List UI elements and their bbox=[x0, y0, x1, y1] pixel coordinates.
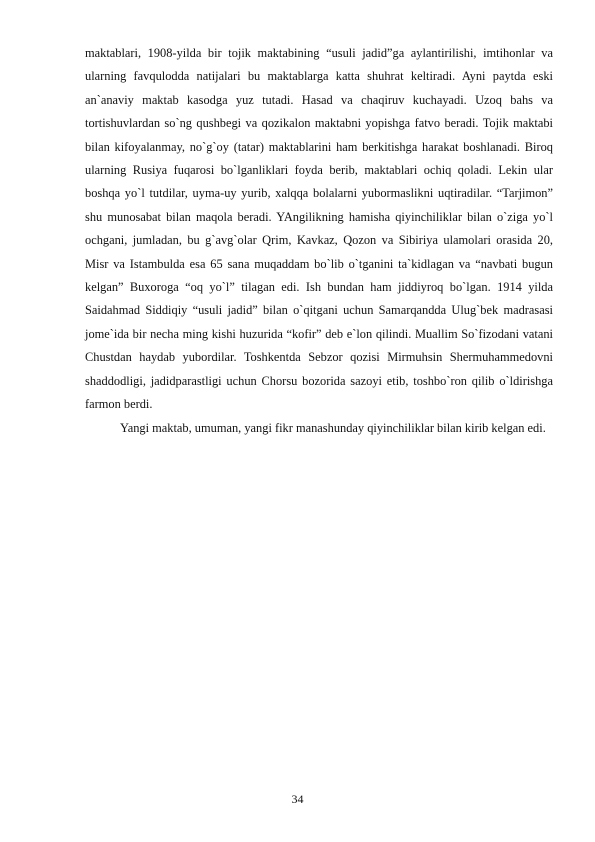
paragraph-1: maktablari, 1908-yilda bir tojik maktabining “usuli jadid”ga aylantirilishi, imtihonlar va ularning favqulodda natijalari bu maktablarga katta shuhrat keltiradi. Ayni paytda eski an`anaviy maktab kasodga yuz tutadi. Hasad va chaqiruv kuchayadi. Uzoq bahs va tortishuvlardan so`ng qushbegi va qozikalon maktabni yopishga fatvo beradi. Tojik maktabi bilan kifoyalanmay, no`g`oy (tatar) maktablarini ham berkitishga harakat boshlanadi. Biroq ularning Rusiya fuqarosi bo`lganliklari foyda berib, maktablari ochiq qoladi. Lekin ular boshqa yo`l tutdilar, uyma-uy yurib, xalqqa bolalarni yubormaslikni uqtiradilar. “Tarjimon” shu munosabat bilan maqola beradi. YAngilikning hamisha qiyinchiliklar bilan o`ziga yo`l ochgani, jumladan, bu g`avg`olar Qrim, Kavkaz, Qozon va Sibiriya ulamolari orasida 20, Misr va Istambulda esa 65 sana muqaddam bo`lib o`tganini ta`kidlagan va “navbati bugun kelgan” Buxoroga “oq yo`l” tilagan edi. Ish bundan ham jiddiyroq bo`lgan. 1914 yilda Saidahmad Siddiqiy “usuli jadid” bilan o`qitgani uchun Samarqandda Ulug`bek madrasasi jome`ida bir necha ming kishi huzurida “kofir” deb e`lon qilindi. Muallim So`fizodani vatani Chustdan haydab yubordilar. Toshkentda Sebzor qozisi Mirmuhsin Shermuhammedovni shaddodligi, jadidparastligi uchun Chorsu bozorida sazoyi etib, toshbo`ron qilib o`ldirishga farmon berdi. bbox=[85, 46, 553, 412]
paragraph-2: Yangi maktab, umuman, yangi fikr manashunday qiyinchiliklar bilan kirib kelgan edi. bbox=[120, 420, 546, 435]
page-number: 34 bbox=[291, 792, 304, 806]
body-text bbox=[85, 42, 553, 440]
